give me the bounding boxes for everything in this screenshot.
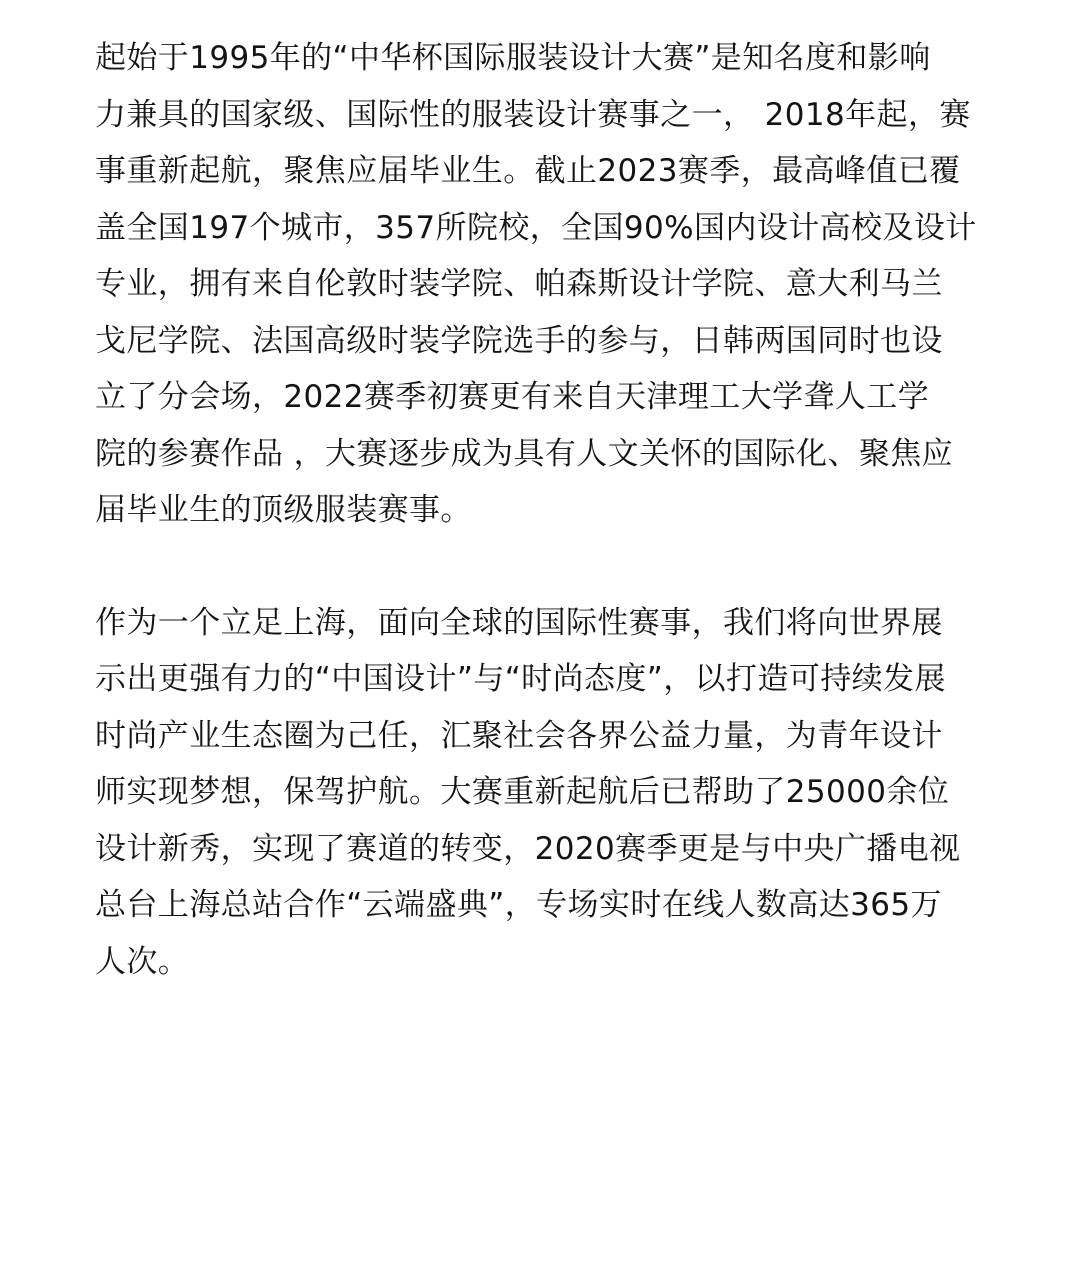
text-line: 作为一个立足上海，面向全球的国际性赛事，我们将向世界展: [95, 604, 943, 641]
text-line: 总台上海总站合作“云端盛典”，专场实时在线人数高达365万: [95, 887, 942, 923]
text-line: 事重新起航，聚焦应届毕业生。截止2023赛季，最高峰值已覆: [95, 153, 961, 189]
text-line: 戈尼学院、法国高级时装学院选手的参与，日韩两国同时也设: [95, 322, 943, 359]
text-line: 盖全国197个城市，357所院校，全国90%国内设计高校及设计: [95, 209, 977, 246]
text-line: 立了分会场，2022赛季初赛更有来自天津理工大学聋人工学: [95, 379, 930, 415]
text-line: 人次。: [95, 943, 190, 980]
text-line: 设计新秀，实现了赛道的转变，2020赛季更是与中央广播电视: [95, 830, 961, 867]
paragraph-mission: [95, 595, 987, 991]
text-line: 起始于1995年的“中华杯国际服装设计大赛”是知名度和影响: [95, 40, 931, 76]
text-line: 师实现梦想，保驾护航。大赛重新起航后已帮助了25000余位: [95, 774, 950, 810]
text-line: 院的参赛作品 ，大赛逐步成为具有人文关怀的国际化、聚焦应: [95, 435, 954, 472]
text-line: 力兼具的国家级、国际性的服装设计赛事之一， 2018年起，赛: [95, 96, 971, 133]
text-line: 时尚产业生态圈为己任，汇聚社会各界公益力量，为青年设计: [95, 717, 943, 754]
text-line: 届毕业生的顶级服装赛事。: [95, 492, 472, 528]
article-body: [95, 30, 987, 990]
paragraph-competition-history: [95, 30, 987, 539]
text-line: 示出更强有力的“中国设计”与“时尚态度”，以打造可持续发展: [95, 661, 946, 697]
text-line: 专业，拥有来自伦敦时装学院、帕森斯设计学院、意大利马兰: [95, 266, 943, 302]
